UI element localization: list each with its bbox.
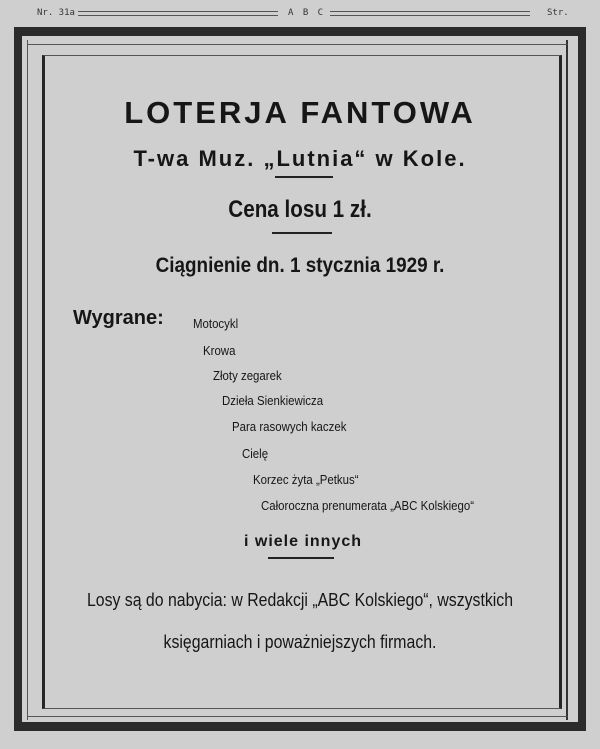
subtitle-underline — [275, 176, 333, 178]
prize-item: Para rasowych kaczek — [232, 419, 347, 434]
frame-bottom-border — [14, 722, 586, 731]
frame-left-border — [14, 27, 22, 731]
header-rule-left-2 — [78, 15, 278, 16]
frame-inner-left-line — [27, 40, 28, 720]
price-underline — [272, 232, 332, 234]
frame-inner-bottom-line — [27, 716, 567, 717]
prize-item: Krowa — [203, 343, 236, 358]
prize-item: Korzec żyta „Petkus“ — [253, 472, 359, 487]
frame-inner-top-line — [27, 44, 567, 45]
prize-item: Złoty zegarek — [213, 368, 282, 383]
prize-item: Dzieła Sienkiewicza — [222, 393, 324, 408]
page-header — [0, 0, 600, 26]
prize-item: Motocykl — [193, 316, 239, 331]
sales-info-line-1: Losy są do nabycia: w Redakcji „ABC Kolskiego“, wszystkich — [86, 590, 514, 610]
ticket-price: Cena losu 1 zł. — [228, 196, 372, 223]
sales-info-line-2: księgarniach i poważniejszych firmach. — [163, 632, 437, 652]
more-underline — [268, 557, 334, 559]
prizes-label: Wygrane: — [73, 307, 164, 329]
prize-item: Cielę — [242, 446, 269, 461]
frame-right-border — [578, 27, 586, 731]
more-prizes: i wiele innych — [243, 533, 363, 550]
draw-date: Ciągnienie dn. 1 stycznia 1929 r. — [155, 254, 445, 277]
prize-item: Całoroczna prenumerata „ABC Kolskiego“ — [261, 498, 475, 513]
header-rule-right-2 — [330, 15, 530, 16]
header-rule-left — [78, 11, 278, 12]
header-rule-right — [330, 11, 530, 12]
frame-top-border — [14, 27, 586, 36]
page-label: Str. — [547, 8, 569, 18]
frame-inner-right-line — [566, 40, 568, 720]
issue-number: Nr. 31a — [37, 8, 75, 18]
ad-subtitle: T-wa Muz. „Lutnia“ w Kole. — [133, 146, 467, 171]
ad-title: LOTERJA FANTOWA — [124, 95, 476, 130]
newspaper-name: A B C — [288, 8, 326, 18]
